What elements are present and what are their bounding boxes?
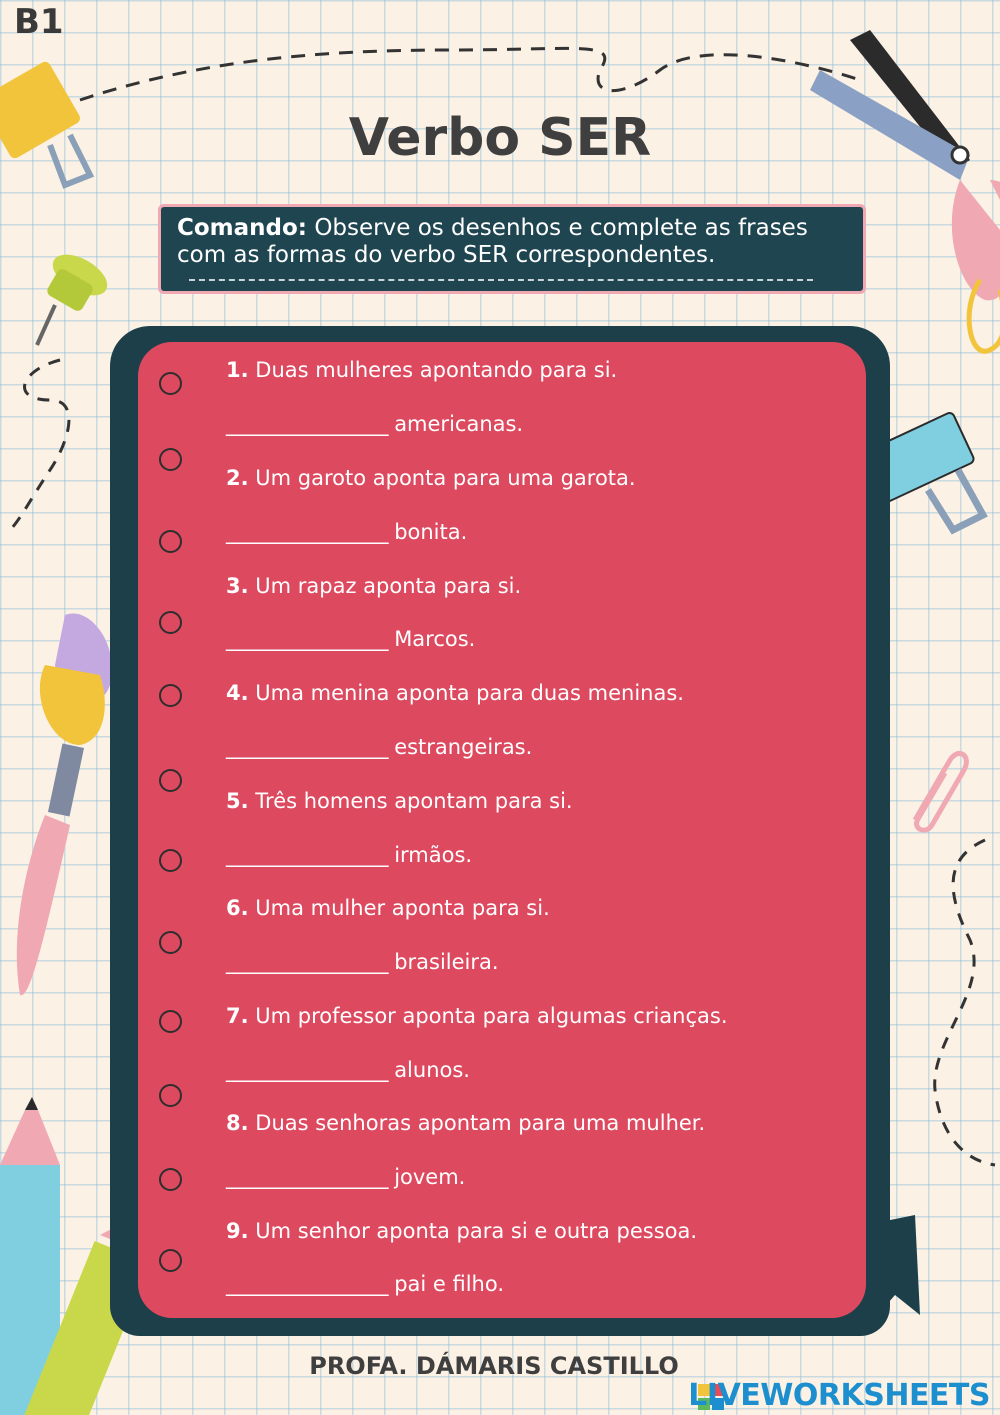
answer-blank[interactable]: _________________ xyxy=(226,627,388,651)
spiral-ring xyxy=(159,684,182,707)
level-badge: B1 xyxy=(14,2,64,42)
exercise-9-prompt: 9. Um senhor aponta para si e outra pessoa. xyxy=(226,1219,698,1243)
spiral-ring xyxy=(159,448,182,471)
spiral-ring xyxy=(159,1249,182,1272)
exercise-3-answer[interactable]: _________________ Marcos. xyxy=(226,627,476,651)
answer-blank[interactable]: _________________ xyxy=(226,1058,388,1082)
spiral-ring xyxy=(159,769,182,792)
answer-blank[interactable]: _________________ xyxy=(226,950,388,974)
exercise-6-prompt: 6. Uma mulher aponta para si. xyxy=(226,896,550,920)
push-pin-icon xyxy=(25,245,115,355)
spiral-ring xyxy=(159,1168,182,1191)
author-credit: PROFA. DÁMARIS CASTILLO xyxy=(309,1352,679,1380)
exercise-2-prompt: 2. Um garoto aponta para uma garota. xyxy=(226,466,636,490)
spiral-ring xyxy=(159,530,182,553)
brand-wordmark[interactable]: LIVEWORKSHEETS xyxy=(688,1378,990,1413)
command-divider xyxy=(189,279,813,281)
exercise-8-prompt: 8. Duas senhoras apontam para uma mulher. xyxy=(226,1111,706,1135)
exercise-7-prompt: 7. Um professor aponta para algumas crianças. xyxy=(226,1004,728,1028)
answer-blank[interactable]: _________________ xyxy=(226,843,388,867)
spiral-ring xyxy=(159,611,182,634)
command-text: Observe os desenhos e complete as frases com as formas do verbo SER correspondentes. xyxy=(177,215,808,268)
answer-blank[interactable]: _________________ xyxy=(226,1165,388,1189)
answer-blank[interactable]: _________________ xyxy=(226,1272,388,1296)
answer-blank[interactable]: _________________ xyxy=(226,520,388,544)
command-box xyxy=(158,204,866,294)
exercise-6-answer[interactable]: _________________ brasileira. xyxy=(226,950,499,974)
answer-blank[interactable]: _________________ xyxy=(226,735,388,759)
spiral-ring xyxy=(159,1084,182,1107)
exercise-2-answer[interactable]: _________________ bonita. xyxy=(226,520,468,544)
exercise-3-prompt: 3. Um rapaz aponta para si. xyxy=(226,574,522,598)
answer-blank[interactable]: _________________ xyxy=(226,412,388,436)
spiral-ring xyxy=(159,849,182,872)
exercise-1-answer[interactable]: _________________ americanas. xyxy=(226,412,524,436)
exercise-9-answer[interactable]: _________________ pai e filho. xyxy=(226,1272,505,1296)
exercise-8-answer[interactable]: _________________ jovem. xyxy=(226,1165,466,1189)
exercise-5-answer[interactable]: _________________ irmãos. xyxy=(226,843,473,867)
command-label: Comando: xyxy=(177,215,308,241)
page-title: Verbo SER xyxy=(348,108,652,168)
spiral-ring xyxy=(159,1010,182,1033)
scissors-icon xyxy=(810,30,1000,360)
exercise-5-prompt: 5. Três homens apontam para si. xyxy=(226,789,573,813)
exercise-7-answer[interactable]: _________________ alunos. xyxy=(226,1058,470,1082)
spiral-ring xyxy=(159,931,182,954)
spiral-ring xyxy=(159,372,182,395)
exercise-1-prompt: 1. Duas mulheres apontando para si. xyxy=(226,358,618,382)
exercise-4-prompt: 4. Uma menina aponta para duas meninas. xyxy=(226,681,684,705)
exercise-4-answer[interactable]: _________________ estrangeiras. xyxy=(226,735,533,759)
paper-clip-icon xyxy=(900,745,970,835)
